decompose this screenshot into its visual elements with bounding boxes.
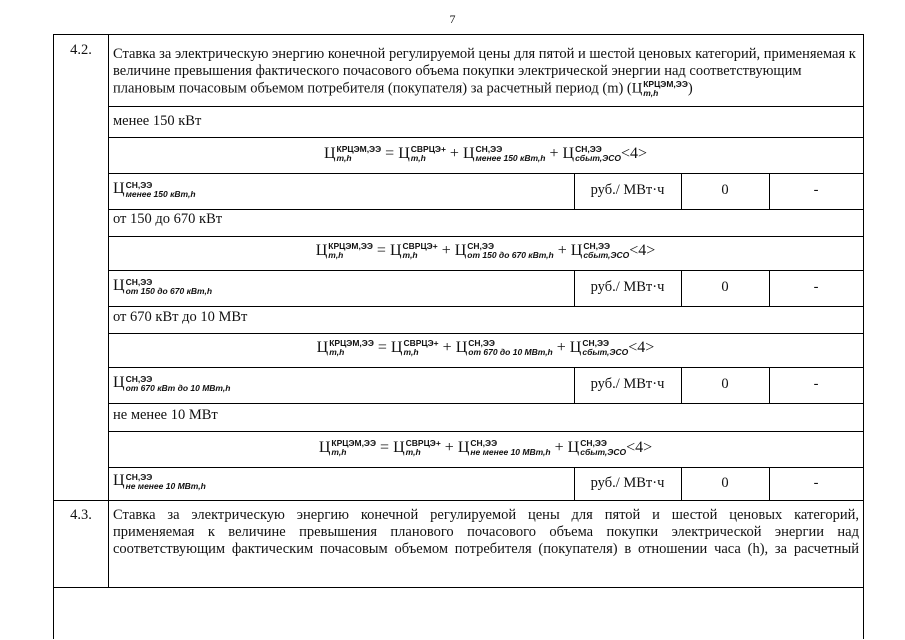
formula-term: КРЦЭМ,ЭЭ [328,241,373,252]
section-number: 4.3. [70,507,92,523]
formula-term: m,h [405,447,421,458]
tariff-table [53,34,864,639]
section-title-line: применяемая к величине превышения планового почасового объема покупки электрической энергии над [113,524,859,540]
formula-index [583,242,629,260]
formula-term: сбыт,ЭСО [582,347,629,358]
rate-code [113,374,573,393]
value-cell: 0 [721,475,729,491]
formula-term: СН,ЭЭ [575,144,602,155]
row-divider [108,173,863,174]
formula-term: Ц [113,180,125,197]
group-label: менее 150 кВт [113,113,202,129]
row-divider [108,236,863,237]
formula-term: КРЦЭМ,ЭЭ [336,144,382,155]
formula-term: Ц [113,472,125,489]
formula-term: СН,ЭЭ [583,241,611,252]
section-title-line: соответствующим фактическим почасовым объемом потребителя (покупателя) в отношении часа (h), за расчетный [113,541,859,557]
title-price-symbol: КРЦЭМ,ЭЭ m,h [643,79,688,98]
formula-term: Ц [562,145,575,162]
unit-cell: руб./ МВт·ч [590,182,665,198]
row-divider [108,137,863,138]
unit-cell: руб./ МВт·ч [590,279,665,295]
row-divider [54,587,863,588]
formula-term: = [385,145,395,162]
formula-index [126,375,231,393]
formula-term: + [441,242,451,259]
formula-index [582,339,628,357]
formula-term: + [449,145,459,162]
formula-term: менее 150 кВт,h [125,188,196,199]
formula-term: + [557,242,567,259]
formula-term: СВРЦЭ+ [402,241,438,252]
row-divider [108,367,863,368]
formula-index [403,339,438,357]
section-title: Ставка за электрическую энергию конечной регулируемой цены для пятой и шестой ценовых категорий, применяемая к величине превышения фактического почасового объема покупки электрической энергии над соответствующим плановым почасовым объемом потребителя (покупателя) за расчетный период (m) (Ц КРЦЭМ,ЭЭ m,h ) [113,46,856,98]
formula-index [575,145,621,163]
formula-term: Ц [455,339,468,356]
formula-term: сбыт,ЭСО [583,250,630,261]
row-divider [108,403,863,404]
price-formula [108,241,863,261]
formula-term: + [556,339,566,356]
formula-term: m,h [331,447,347,458]
price-formula [108,438,863,458]
formula-term: m,h [328,250,344,261]
formula-term: Ц [393,439,405,456]
rate-code [113,180,573,199]
formula-term: сбыт,ЭСО [575,153,621,164]
formula-term: + [442,339,452,356]
formula-term: Ц [113,277,125,294]
formula-index [470,439,550,457]
formula-term: СН,ЭЭ [125,373,153,384]
formula-index [476,145,546,163]
group-label: от 670 кВт до 10 МВт [113,309,248,325]
row-divider [108,467,863,468]
formula-term: от 670 кВт до 10 МВт,h [125,382,231,393]
value-cell: 0 [721,376,729,392]
formula-term: СН,ЭЭ [125,471,153,482]
row-divider [108,431,863,432]
formula-term: СН,ЭЭ [125,179,153,190]
page-number: 7 [449,12,456,26]
formula-term: <4> [629,242,656,259]
extra-cell: - [813,376,819,392]
formula-term: Ц [113,374,125,391]
row-divider [108,333,863,334]
formula-term: Ц [316,339,329,356]
formula-term: от 150 до 670 кВт,h [125,285,213,296]
formula-term: m,h [403,347,419,358]
formula-term: от 670 до 10 МВт,h [468,347,553,358]
unit-cell: руб./ МВт·ч [590,475,665,491]
formula-term: СВРЦЭ+ [410,144,446,155]
formula-term: СН,ЭЭ [580,438,607,449]
formula-index [337,145,382,163]
row-divider [108,209,863,210]
row-divider [108,306,863,307]
formula-term: + [549,145,559,162]
price-formula [108,144,863,164]
formula-term: КРЦЭМ,ЭЭ [331,438,377,449]
formula-term: Ц [398,145,410,162]
row-divider [108,270,863,271]
formula-term: + [554,439,564,456]
formula-term: m,h [410,153,426,164]
formula-term: от 150 до 670 кВт,h [467,250,554,261]
row-divider [108,106,863,107]
formula-term: Ц [389,242,402,259]
formula-index [467,242,553,260]
formula-index [329,339,374,357]
price-formula [108,338,863,358]
formula-index [331,439,376,457]
section-title-line: Ставка за электрическую энергию конечной регулируемой цены для пятой и шестой ценовых категорий, [113,507,859,523]
formula-term: <4> [621,145,648,162]
value-cell: 0 [721,182,729,198]
formula-term: Ц [569,339,582,356]
formula-term: менее 150 кВт,h [475,153,546,164]
formula-term: m,h [402,250,418,261]
extra-cell: - [813,182,819,198]
formula-term: <4> [626,439,653,456]
formula-term: = [377,339,387,356]
formula-term: Ц [570,242,583,259]
formula-term: СН,ЭЭ [475,144,503,155]
formula-term: Ц [457,439,470,456]
formula-term: Ц [315,242,328,259]
formula-term: СН,ЭЭ [125,276,153,287]
formula-term: КРЦЭМ,ЭЭ [329,338,374,349]
section-title [113,507,859,558]
rate-code [113,277,573,296]
formula-index [411,145,446,163]
formula-term: = [380,439,390,456]
row-divider [54,500,863,501]
formula-term: Ц [454,242,467,259]
extra-cell: - [813,279,819,295]
group-label: не менее 10 МВт [113,407,218,423]
formula-term: + [444,439,454,456]
unit-cell: руб./ МВт·ч [590,376,665,392]
formula-index [126,181,196,199]
formula-term: = [376,242,386,259]
formula-term: Ц [390,339,403,356]
formula-index [580,439,626,457]
formula-term: m,h [329,347,345,358]
formula-term: не менее 10 МВт,h [125,480,206,491]
formula-index [328,242,373,260]
formula-index [468,339,553,357]
formula-index [126,278,212,296]
formula-term: не менее 10 МВт,h [470,447,551,458]
rate-code [113,472,573,491]
formula-term: СН,ЭЭ [467,241,495,252]
formula-term: Ц [318,439,331,456]
section-number: 4.2. [70,42,92,58]
value-cell: 0 [721,279,729,295]
number-column-divider [108,35,109,587]
formula-term: СН,ЭЭ [468,338,495,349]
formula-term: сбыт,ЭСО [580,447,627,458]
formula-term: Ц [323,145,336,162]
formula-index [403,242,438,260]
formula-index [126,473,206,491]
formula-term: СН,ЭЭ [582,338,610,349]
formula-index [406,439,441,457]
formula-term: Ц [462,145,475,162]
formula-term: СВРЦЭ+ [405,438,441,449]
group-label: от 150 до 670 кВт [113,211,223,227]
formula-term: m,h [336,153,352,164]
formula-term: СВРЦЭ+ [403,338,439,349]
formula-term: СН,ЭЭ [470,438,498,449]
section-title-text: Ставка за электрическую энергию конечной регулируемой цены для пятой и шестой ценовых категорий, применяемая к величине превышения фактического почасового объема покупки электрической энергии над соответствующим плановым почасовым объемом потребителя (покупателя) за расчетный период (m) (Ц [113,46,856,97]
extra-cell: - [813,475,819,491]
formula-term: <4> [628,339,655,356]
formula-term: Ц [567,439,580,456]
